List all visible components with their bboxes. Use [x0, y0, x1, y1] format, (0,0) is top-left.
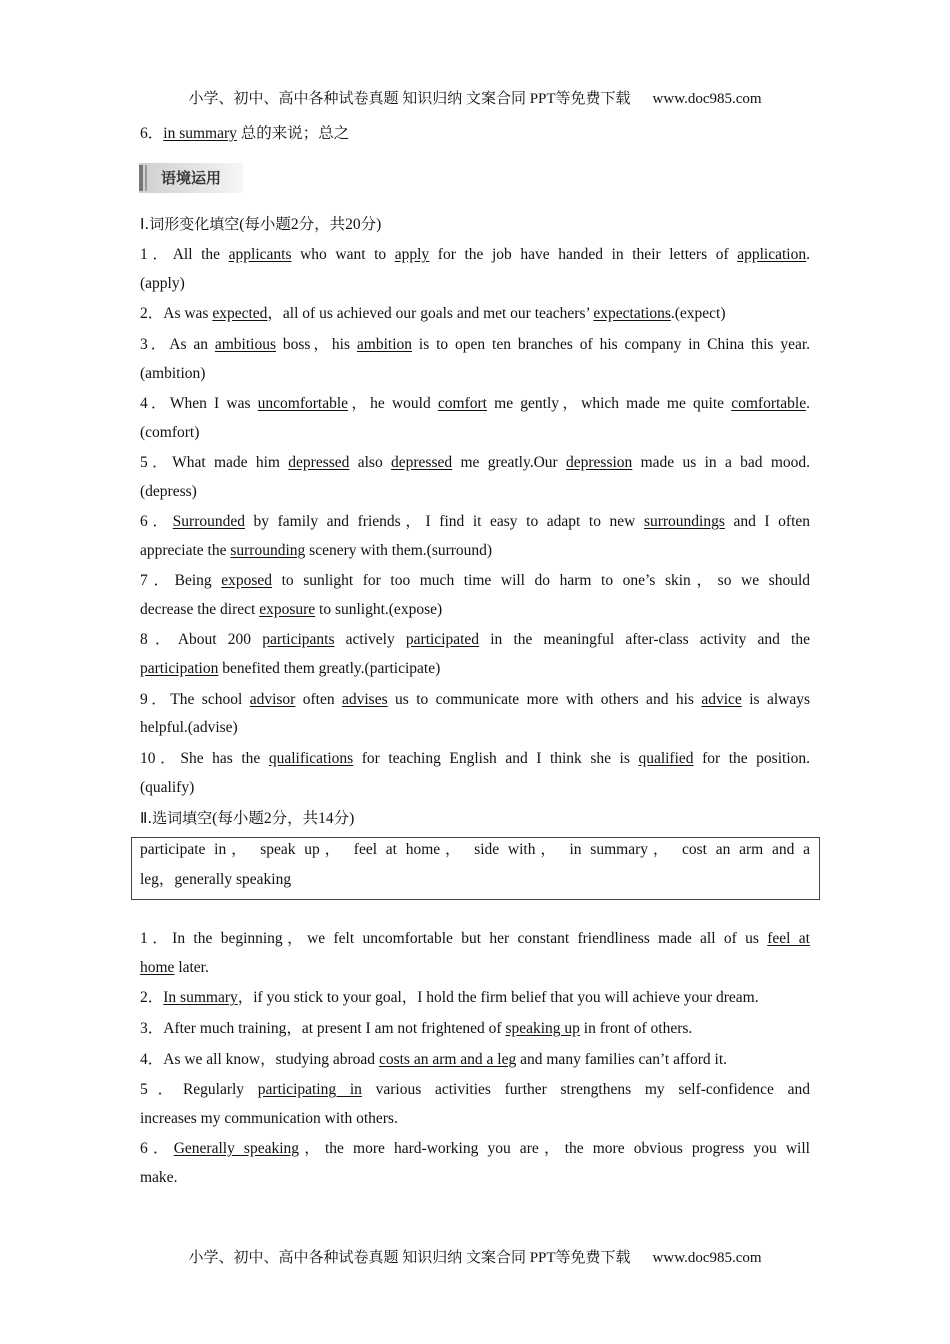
section2-note: (每小题2分，共14分)	[212, 810, 355, 827]
header-site-link[interactable]: www.doc985.com	[652, 91, 762, 107]
s1-q3-line1: 3．As an ambitious boss，his ambition is to open ten branches of his company in China this year.	[140, 336, 811, 353]
s2-q6-line2: make.	[140, 1169, 178, 1186]
answer-blank: depressed	[288, 454, 350, 471]
section2-title	[140, 807, 810, 830]
intro-num: 6．	[140, 125, 164, 142]
answer-blank: application	[737, 246, 807, 263]
footer-text: 小学、初中、高中各种试卷真题 知识归纳 文案合同 PPT等免费下载	[188, 1250, 631, 1266]
answer-blank: costs an arm and a leg	[378, 1051, 517, 1068]
footer-site-link[interactable]: www.doc985.com	[652, 1250, 762, 1266]
answer-blank: advice	[701, 691, 742, 708]
section1-heading: Ⅰ.词形变化填空	[140, 215, 240, 233]
answer-blank: applicants	[228, 246, 292, 263]
s1-q10-line2: (qualify)	[140, 779, 195, 796]
s1-q9-line1: 9．The school advisor often advises us to communicate more with others and his advice is always	[140, 691, 810, 708]
s1-q7-line2: decrease the direct exposure to sunlight.(expose)	[140, 601, 443, 618]
answer-blank: feel at	[767, 930, 810, 947]
page-footer	[0, 1246, 950, 1267]
s1-q1-line1: 1．All the applicants who want to apply for the job have handed in their letters of application.	[140, 246, 810, 263]
answer-blank: apply	[394, 246, 430, 263]
s2-q1-line2: home later.	[140, 959, 209, 976]
answer-blank: participated	[405, 631, 480, 648]
page-header	[0, 87, 950, 108]
intro-phrase: in summary	[163, 125, 237, 142]
s1-q5-line2: (depress)	[140, 483, 197, 500]
s1-q6-line1: 6．Surrounded by family and friends，I find it easy to adapt to new surroundings and I often	[140, 513, 810, 530]
s1-q1-line2: (apply)	[140, 275, 185, 292]
answer-blank: qualified	[638, 750, 694, 767]
s2-q5-line2: increases my communication with others.	[140, 1110, 398, 1127]
answer-blank: surrounding	[230, 542, 306, 559]
s1-q8-line2: participation benefited them greatly.(participate)	[140, 660, 441, 677]
s2-q3: 3．After much training，at present I am not frightened of speaking up in front of others.	[140, 1020, 693, 1037]
s1-q6-line2: appreciate the surrounding scenery with them.(surround)	[140, 542, 493, 559]
s1-q9-line2: helpful.(advise)	[140, 719, 238, 736]
answer-blank: Generally speaking	[173, 1140, 300, 1157]
answer-blank: home	[140, 959, 175, 976]
answer-blank: speaking up	[505, 1020, 580, 1037]
section2-heading: Ⅱ.选词填空	[140, 809, 213, 827]
intro-meaning: 总的来说；总之	[236, 125, 350, 142]
answer-blank: ambition	[356, 336, 413, 353]
answer-blank: In summary	[163, 989, 238, 1006]
answer-blank: ambitious	[214, 336, 276, 353]
section-badge	[139, 163, 243, 193]
s1-q5-line1: 5．What made him depressed also depressed me greatly.Our depression made us in a bad mood.	[140, 454, 811, 471]
intro-line	[140, 123, 810, 145]
section1-note: (每小题2分，共20分)	[239, 216, 382, 233]
answer-blank: expected	[212, 305, 268, 322]
answer-blank: comfort	[437, 395, 487, 412]
s1-q8-line1: 8．About 200 participants actively participated in the meaningful after-class activity and the	[140, 631, 810, 648]
answer-blank: Surrounded	[172, 513, 245, 530]
s1-q4-line2: (comfort)	[140, 424, 200, 441]
answer-blank: advisor	[249, 691, 296, 708]
answer-blank: exposed	[221, 572, 273, 589]
s1-q7-line1: 7．Being exposed to sunlight for too much time will do harm to one’s skin，so we should	[140, 572, 810, 589]
header-text: 小学、初中、高中各种试卷真题 知识归纳 文案合同 PPT等免费下载	[188, 91, 631, 107]
section1-title	[140, 213, 810, 236]
answer-blank: surroundings	[643, 513, 725, 530]
s1-q10-line1: 10．She has the qualifications for teaching English and I think she is qualified for the position.	[140, 750, 810, 767]
s2-q1-line1: 1．In the beginning，we felt uncomfortable but her constant friendliness made all of us feel at	[140, 930, 810, 947]
s2-q5-line1: 5．Regularly participating in various activities further strengthens my self-confidence and	[140, 1081, 810, 1098]
s1-q4-line1: 4．When I was uncomfortable，he would comfort me gently，which made me quite comfortable.	[140, 395, 810, 412]
s1-q3-line2: (ambition)	[140, 365, 206, 382]
answer-blank: participants	[262, 631, 335, 648]
word-bank-line1: participate in， speak up， feel at home， side with， in summary， cost an arm and a	[140, 841, 810, 858]
badge-label: 语境运用	[161, 169, 222, 187]
s2-q4: 4．As we all know，studying abroad costs an arm and a leg and many families can’t afford it.	[140, 1051, 728, 1068]
answer-blank: participating in	[257, 1081, 362, 1098]
s2-q2: 2．In summary，if you stick to your goal，I hold the firm belief that you will achieve your dream.	[140, 989, 759, 1006]
s2-q6-line1: 6．Generally speaking，the more hard-working you are，the more obvious progress you will	[140, 1140, 810, 1157]
answer-blank: expectations	[593, 305, 671, 322]
answer-blank: participation	[140, 660, 219, 677]
answer-blank: depressed	[391, 454, 453, 471]
s1-q2: 2．As was expected，all of us achieved our goals and met our teachers’ expectations.(expect)	[140, 305, 726, 322]
answer-blank: uncomfortable	[257, 395, 349, 412]
answer-blank: comfortable	[731, 395, 807, 412]
word-bank-line2: leg，generally speaking	[140, 871, 292, 888]
answer-blank: advises	[341, 691, 388, 708]
answer-blank: qualifications	[268, 750, 354, 767]
answer-blank: depression	[566, 454, 633, 471]
answer-blank: exposure	[259, 601, 316, 618]
